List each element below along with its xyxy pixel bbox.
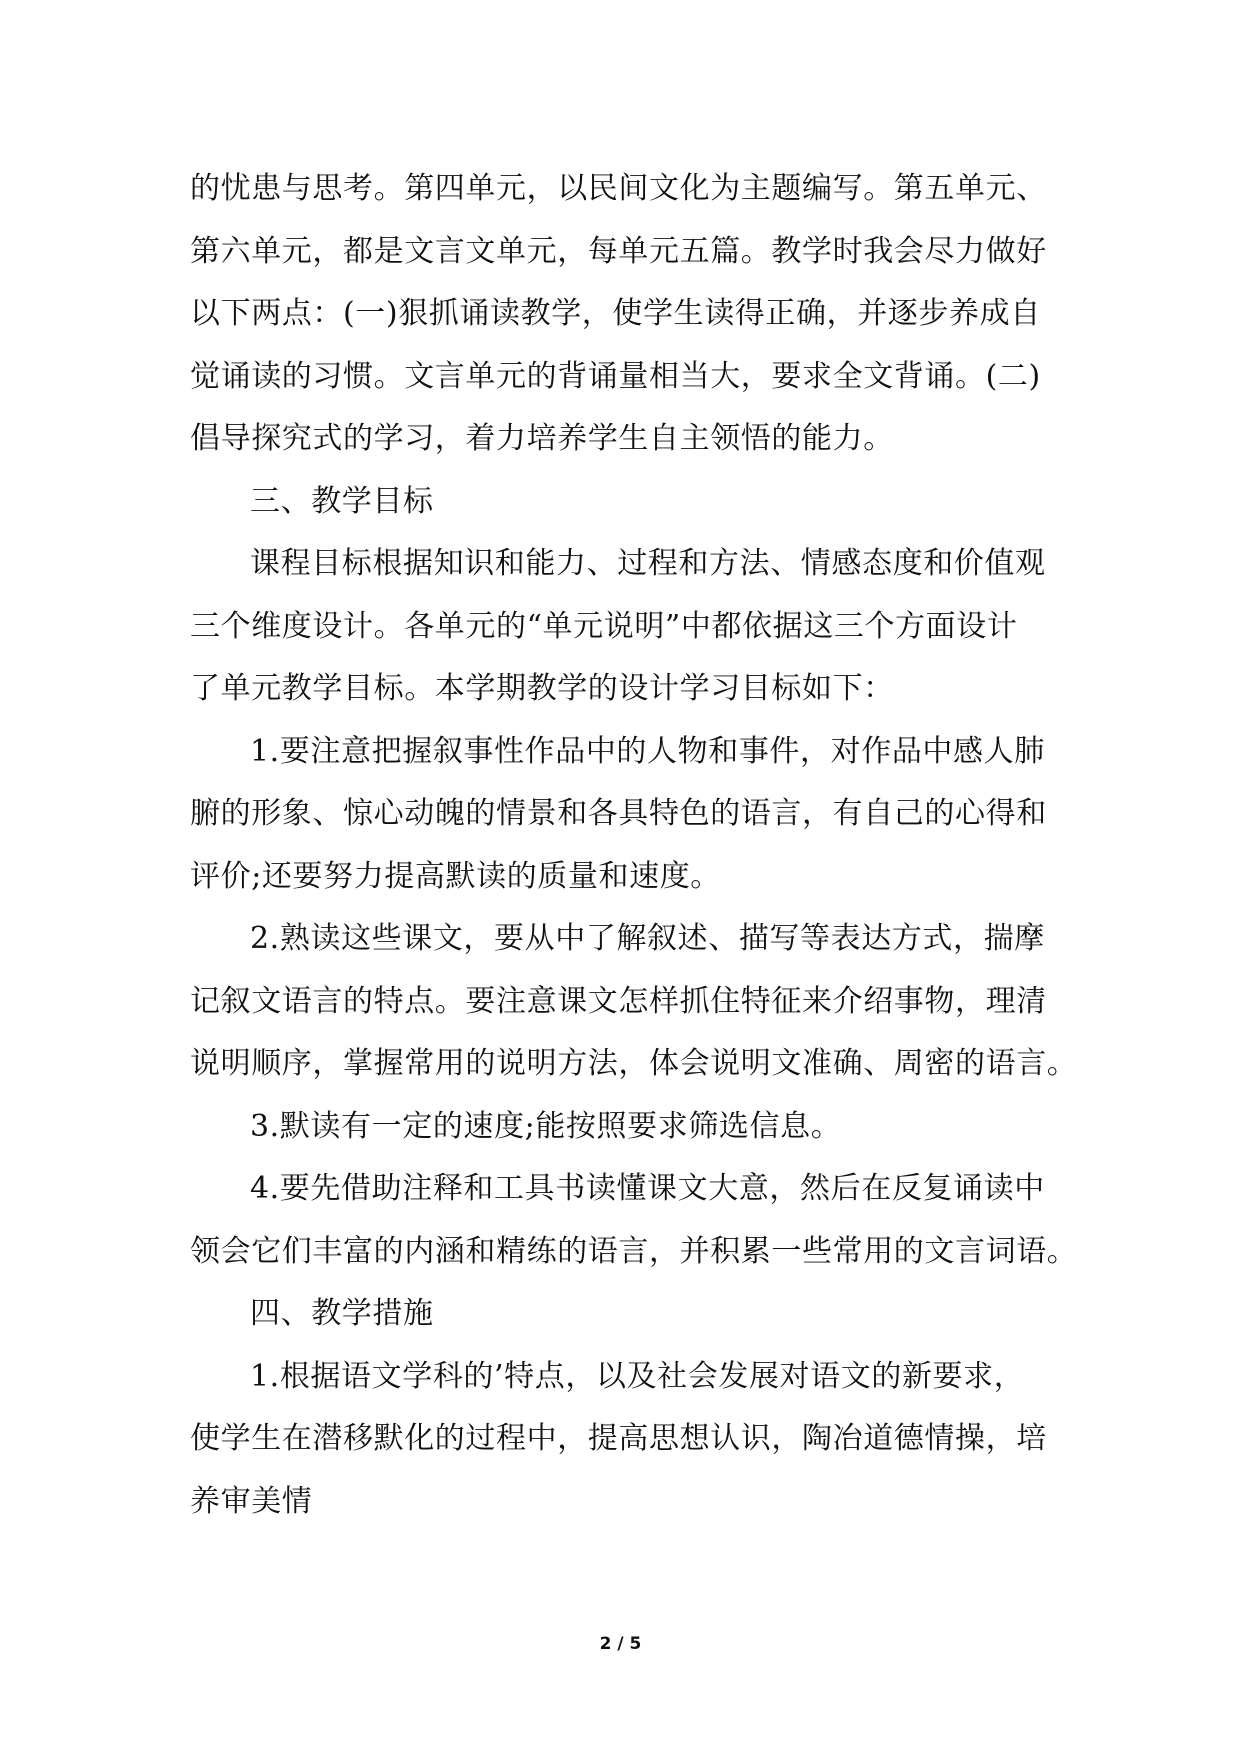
text-line: 1.要注意把握叙事性作品中的人物和事件，对作品中感人肺: [250, 733, 1045, 769]
text-line: 以下两点：(一)狠抓诵读教学，使学生读得正确，并逐步养成自: [190, 296, 1041, 331]
text-line: 4.要先借助注释和工具书读懂课文大意，然后在反复诵读中: [250, 1171, 1045, 1206]
text-line: 的忧患与思考。第四单元，以民间文化为主题编写。第五单元、: [190, 171, 1047, 206]
text-line: 使学生在潜移默化的过程中，提高思想认识，陶冶道德情操，培: [190, 1421, 1047, 1456]
text-line: 领会它们丰富的内涵和精练的语言，并积累一些常用的文言词语。: [190, 1233, 1078, 1269]
text-line: 养审美情: [190, 1483, 313, 1519]
text-line: 记叙文语言的特点。要注意课文怎样抓住特征来介绍事物，理清: [190, 983, 1047, 1019]
section-heading: 四、教学措施: [250, 1296, 434, 1331]
text-line: 3.默读有一定的速度;能按照要求筛选信息。: [250, 1108, 842, 1144]
text-line: 倡导探究式的学习，着力培养学生自主领悟的能力。: [190, 421, 894, 456]
document-body: [190, 158, 1078, 1533]
text-line: 评价;还要努力提高默读的质量和速度。: [190, 858, 721, 894]
text-line: 1.根据语文学科的’特点，以及社会发展对语文的新要求，: [250, 1358, 1025, 1394]
text-line: 第六单元，都是文言文单元，每单元五篇。教学时我会尽力做好: [190, 233, 1047, 269]
section-heading: 三、教学目标: [250, 483, 434, 519]
text-line: 了单元教学目标。本学期教学的设计学习目标如下：: [190, 671, 894, 706]
text-line: 觉诵读的习惯。文言单元的背诵量相当大，要求全文背诵。(二): [190, 358, 1041, 394]
page-number: 2 / 5: [599, 1634, 642, 1654]
text-line: 腑的形象、惊心动魄的情景和各具特色的语言，有自己的心得和: [190, 796, 1047, 831]
text-line: 三个维度设计。各单元的“单元说明”中都依据这三个方面设计: [190, 608, 1018, 644]
text-line: 说明顺序，掌握常用的说明方法，体会说明文准确、周密的语言。: [190, 1046, 1078, 1081]
text-line: 2.熟读这些课文，要从中了解叙述、描写等表达方式，揣摩: [250, 921, 1045, 956]
text-line: 课程目标根据知识和能力、过程和方法、情感态度和价值观: [250, 546, 1046, 581]
